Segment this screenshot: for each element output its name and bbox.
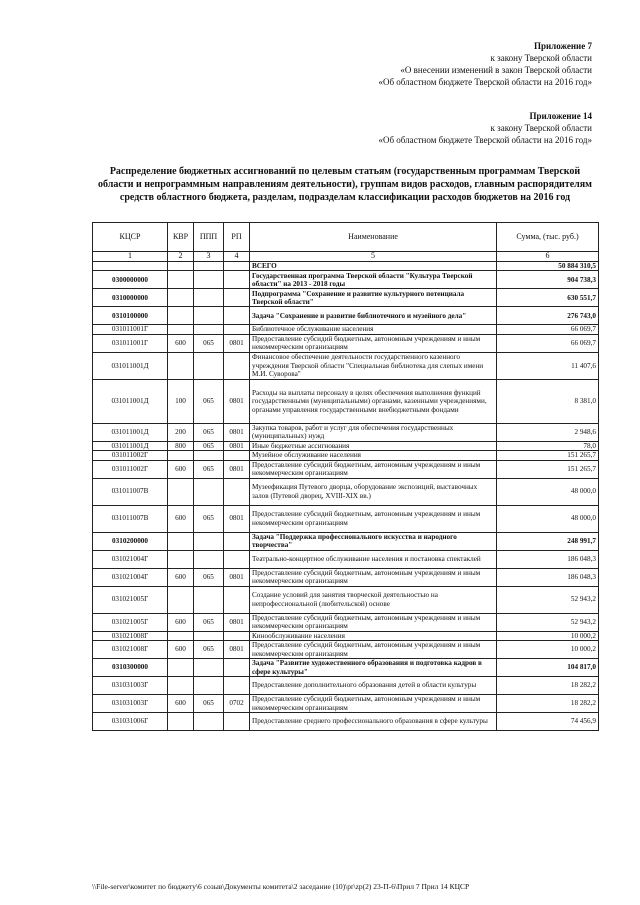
- cell-sum: 10 000,2: [497, 631, 599, 640]
- table-row: [93, 631, 599, 640]
- cell-rp: [224, 307, 250, 325]
- cell-ppp: [194, 307, 224, 325]
- table-row: [93, 271, 599, 289]
- cell-kcsr: 031031006Г: [93, 713, 168, 731]
- cell-name: Музеефикация Путевого дворца, оборудование экспозиций, выставочных залов (Путевой дворец, XVIII-XIX вв.): [250, 478, 497, 505]
- cell-name: Государственная программа Тверской области "Культура Тверской области" на 2013 - 2018 годы: [250, 271, 497, 289]
- cell-ppp: 065: [194, 695, 224, 713]
- table-row: [93, 586, 599, 613]
- cell-sum: 50 884 310,5: [497, 262, 599, 271]
- cell-kcsr: 031031003Г: [93, 677, 168, 695]
- cell-rp: [224, 262, 250, 271]
- cell-sum: 630 551,7: [497, 289, 599, 307]
- cell-ppp: [194, 677, 224, 695]
- cell-sum: 10 000,2: [497, 641, 599, 659]
- cell-rp: [224, 325, 250, 334]
- header-rp: РП: [224, 223, 250, 252]
- cell-sum: 104 817,0: [497, 659, 599, 677]
- cell-kcsr: 0300000000: [93, 271, 168, 289]
- cell-ppp: 065: [194, 505, 224, 532]
- cell-name: Создание условий для занятия творческой деятельностью на непрофессиональной (любительской) основе: [250, 586, 497, 613]
- cell-rp: [224, 289, 250, 307]
- cell-name: Задача "Поддержка профессионального искусства и народного творчества": [250, 532, 497, 550]
- file-path-footer: \\File-server\комитет по бюджету\6 созыв\Документы комитета\2 заседание (10)\pr\zp(2) 23-П-6\Прил 7 Прил 14 КЦСР: [92, 882, 470, 891]
- cell-sum: 276 743,0: [497, 307, 599, 325]
- cell-kcsr: 031011001Г: [93, 325, 168, 334]
- table-row: [93, 460, 599, 478]
- cell-sum: 66 069,7: [497, 334, 599, 352]
- table-body: [93, 262, 599, 731]
- cell-ppp: 065: [194, 568, 224, 586]
- cell-ppp: 065: [194, 613, 224, 631]
- cell-ppp: 065: [194, 441, 224, 450]
- cell-name: ВСЕГО: [250, 262, 497, 271]
- cell-kvr: 600: [168, 695, 194, 713]
- cell-ppp: [194, 262, 224, 271]
- cell-kvr: [168, 307, 194, 325]
- cell-sum: 52 943,2: [497, 613, 599, 631]
- cell-sum: 8 381,0: [497, 379, 599, 423]
- cell-ppp: 065: [194, 641, 224, 659]
- cell-ppp: [194, 532, 224, 550]
- cell-kcsr: 031011001Г: [93, 334, 168, 352]
- cell-sum: 48 000,0: [497, 478, 599, 505]
- cell-kvr: [168, 271, 194, 289]
- table-row: [93, 532, 599, 550]
- cell-sum: 52 943,2: [497, 586, 599, 613]
- cell-sum: 48 000,0: [497, 505, 599, 532]
- cell-kcsr: 031021004Г: [93, 568, 168, 586]
- cell-name: Театрально-концертное обслуживание населения и постановка спектаклей: [250, 550, 497, 568]
- appendix-14-title: Приложение 14: [529, 111, 592, 121]
- table-row: [93, 352, 599, 379]
- cell-kvr: 600: [168, 613, 194, 631]
- column-number-row: [93, 252, 599, 262]
- cell-kcsr: 031011007В: [93, 505, 168, 532]
- cell-kvr: [168, 713, 194, 731]
- cell-sum: 11 407,6: [497, 352, 599, 379]
- cell-rp: 0801: [224, 613, 250, 631]
- header-ppp: ППП: [194, 223, 224, 252]
- cell-kcsr: 031011002Г: [93, 460, 168, 478]
- cell-kcsr: 031011007В: [93, 478, 168, 505]
- cell-kvr: [168, 532, 194, 550]
- table-row: [93, 677, 599, 695]
- table-row: [93, 568, 599, 586]
- cell-name: Финансовое обеспечение деятельности государственного казенного учреждения Тверской области "Специальная библиотека для слепых имени М.И. Суворова": [250, 352, 497, 379]
- cell-kcsr: 031021005Г: [93, 586, 168, 613]
- appendix-14-line2: «Об областном бюджете Тверской области на 2016 год»: [378, 135, 592, 145]
- cell-ppp: [194, 631, 224, 640]
- cell-sum: 78,0: [497, 441, 599, 450]
- cell-ppp: [194, 451, 224, 460]
- table-row: [93, 451, 599, 460]
- cell-kcsr: 0310200000: [93, 532, 168, 550]
- cell-kcsr: 0310300000: [93, 659, 168, 677]
- header-sum: Сумма, (тыс. руб.): [497, 223, 599, 252]
- document-title: Распределение бюджетных ассигнований по целевым статьям (государственным программам Тверской области и непрограммным направлениям деятельности), группам видов расходов, главным распорядителям средств областного бюджета, разделам, подразделам классификации расходов бюджетов на 2016 год: [98, 166, 592, 203]
- table-row: [93, 379, 599, 423]
- cell-kcsr: [93, 262, 168, 271]
- budget-table: [92, 222, 599, 731]
- cell-kcsr: 031011001Д: [93, 423, 168, 441]
- cell-rp: [224, 586, 250, 613]
- table-row: [93, 307, 599, 325]
- cell-kvr: [168, 352, 194, 379]
- cell-ppp: 065: [194, 460, 224, 478]
- table-row: [93, 325, 599, 334]
- cell-ppp: [194, 550, 224, 568]
- cell-kcsr: 031011001Д: [93, 441, 168, 450]
- table-row: [93, 713, 599, 731]
- cell-name: Музейное обслуживание населения: [250, 451, 497, 460]
- cell-sum: 66 069,7: [497, 325, 599, 334]
- cell-name: Подпрограмма "Сохранение и развитие культурного потенциала Тверской области": [250, 289, 497, 307]
- cell-kcsr: 031021005Г: [93, 613, 168, 631]
- cell-ppp: [194, 586, 224, 613]
- cell-rp: 0801: [224, 423, 250, 441]
- cell-sum: 151 265,7: [497, 451, 599, 460]
- table-row: [93, 423, 599, 441]
- table-row: [93, 334, 599, 352]
- cell-ppp: [194, 325, 224, 334]
- cell-ppp: 065: [194, 379, 224, 423]
- cell-kvr: [168, 631, 194, 640]
- cell-kcsr: 0310100000: [93, 307, 168, 325]
- appendix-7-line1: к закону Тверской области: [490, 53, 592, 63]
- cell-kvr: 600: [168, 460, 194, 478]
- cell-kvr: [168, 659, 194, 677]
- column-number: 4: [224, 252, 250, 262]
- cell-name: Закупка товаров, работ и услуг для обеспечения государственных (муниципальных) нужд: [250, 423, 497, 441]
- table-row: [93, 613, 599, 631]
- cell-name: Расходы на выплаты персоналу в целях обеспечения выполнения функций государственными (муниципальными) органами, казенными учреждениями, органами управления государственными внебюджетными фондами: [250, 379, 497, 423]
- cell-kcsr: 031031003Г: [93, 695, 168, 713]
- cell-name: Предоставление субсидий бюджетным, автономным учреждениям и иным некоммерческим организациям: [250, 334, 497, 352]
- cell-sum: 186 048,3: [497, 568, 599, 586]
- header-kcsr: КЦСР: [93, 223, 168, 252]
- table-row: [93, 441, 599, 450]
- cell-rp: [224, 677, 250, 695]
- cell-name: Предоставление субсидий бюджетным, автономным учреждениям и иным некоммерческим организациям: [250, 568, 497, 586]
- appendix-7-line3: «Об областном бюджете Тверской области на 2016 год»: [378, 77, 592, 87]
- cell-kvr: 600: [168, 568, 194, 586]
- cell-kvr: 600: [168, 334, 194, 352]
- cell-ppp: [194, 713, 224, 731]
- cell-kvr: [168, 262, 194, 271]
- cell-name: Предоставление субсидий бюджетным, автономным учреждениям и иным некоммерческим организациям: [250, 613, 497, 631]
- cell-ppp: [194, 478, 224, 505]
- cell-kvr: [168, 677, 194, 695]
- cell-ppp: [194, 352, 224, 379]
- column-number: 1: [93, 252, 168, 262]
- cell-kvr: [168, 325, 194, 334]
- cell-sum: 186 048,3: [497, 550, 599, 568]
- table-row: [93, 659, 599, 677]
- cell-sum: 74 456,9: [497, 713, 599, 731]
- cell-ppp: 065: [194, 423, 224, 441]
- table-header-row: [93, 223, 599, 252]
- cell-sum: 151 265,7: [497, 460, 599, 478]
- appendix-14-line1: к закону Тверской области: [490, 123, 592, 133]
- cell-sum: 18 282,2: [497, 677, 599, 695]
- cell-kvr: 200: [168, 423, 194, 441]
- cell-kvr: [168, 451, 194, 460]
- cell-kvr: 600: [168, 505, 194, 532]
- cell-ppp: 065: [194, 334, 224, 352]
- appendix-7-header: [378, 40, 592, 88]
- cell-kvr: 800: [168, 441, 194, 450]
- cell-kvr: [168, 289, 194, 307]
- cell-ppp: [194, 271, 224, 289]
- cell-kcsr: 031021008Г: [93, 641, 168, 659]
- cell-rp: [224, 352, 250, 379]
- cell-name: Библиотечное обслуживание населения: [250, 325, 497, 334]
- cell-name: Кинообслуживание населения: [250, 631, 497, 640]
- header-kvr: КВР: [168, 223, 194, 252]
- cell-kvr: 100: [168, 379, 194, 423]
- cell-rp: 0801: [224, 505, 250, 532]
- cell-kcsr: 031011001Д: [93, 352, 168, 379]
- cell-sum: 904 738,3: [497, 271, 599, 289]
- cell-rp: [224, 713, 250, 731]
- cell-rp: [224, 631, 250, 640]
- table-row: [93, 695, 599, 713]
- cell-name: Предоставление субсидий бюджетным, автономным учреждениям и иным некоммерческим организациям: [250, 641, 497, 659]
- table-row: [93, 505, 599, 532]
- appendix-7-title: Приложение 7: [533, 41, 592, 51]
- cell-kcsr: 031021008Г: [93, 631, 168, 640]
- appendix-14-header: [378, 110, 592, 146]
- cell-kvr: [168, 550, 194, 568]
- cell-rp: 0702: [224, 695, 250, 713]
- cell-rp: 0801: [224, 334, 250, 352]
- cell-name: Предоставление субсидий бюджетным, автономным учреждениям и иным некоммерческим организациям: [250, 695, 497, 713]
- cell-kcsr: 031021004Г: [93, 550, 168, 568]
- table-row: [93, 289, 599, 307]
- cell-kcsr: 0310000000: [93, 289, 168, 307]
- cell-rp: [224, 478, 250, 505]
- cell-ppp: [194, 289, 224, 307]
- cell-rp: [224, 659, 250, 677]
- cell-kvr: [168, 586, 194, 613]
- cell-kcsr: 031011002Г: [93, 451, 168, 460]
- cell-rp: 0801: [224, 641, 250, 659]
- cell-rp: [224, 532, 250, 550]
- cell-name: Предоставление субсидий бюджетным, автономным учреждениям и иным некоммерческим организациям: [250, 505, 497, 532]
- table-row: [93, 641, 599, 659]
- cell-rp: [224, 451, 250, 460]
- cell-kcsr: 031011001Д: [93, 379, 168, 423]
- cell-kvr: 600: [168, 641, 194, 659]
- cell-rp: 0801: [224, 460, 250, 478]
- cell-name: Задача "Сохранение и развитие библиотечного и музейного дела": [250, 307, 497, 325]
- column-number: 6: [497, 252, 599, 262]
- cell-sum: 2 948,6: [497, 423, 599, 441]
- cell-rp: 0801: [224, 568, 250, 586]
- column-number: 5: [250, 252, 497, 262]
- cell-rp: 0801: [224, 379, 250, 423]
- cell-sum: 18 282,2: [497, 695, 599, 713]
- cell-name: Предоставление дополнительного образования детей в области культуры: [250, 677, 497, 695]
- cell-rp: 0801: [224, 441, 250, 450]
- table-row: [93, 262, 599, 271]
- cell-name: Иные бюджетные ассигнования: [250, 441, 497, 450]
- header-name: Наименование: [250, 223, 497, 252]
- cell-rp: [224, 271, 250, 289]
- cell-ppp: [194, 659, 224, 677]
- column-number: 3: [194, 252, 224, 262]
- table-row: [93, 478, 599, 505]
- appendix-7-line2: «О внесении изменений в закон Тверской области: [400, 65, 592, 75]
- column-number: 2: [168, 252, 194, 262]
- table-row: [93, 550, 599, 568]
- cell-kvr: [168, 478, 194, 505]
- cell-name: Предоставление субсидий бюджетным, автономным учреждениям и иным некоммерческим организациям: [250, 460, 497, 478]
- cell-rp: [224, 550, 250, 568]
- cell-sum: 248 991,7: [497, 532, 599, 550]
- cell-name: Задача "Развитие художественного образования и подготовка кадров в сфере культуры": [250, 659, 497, 677]
- cell-name: Предоставление среднего профессионального образования в сфере культуры: [250, 713, 497, 731]
